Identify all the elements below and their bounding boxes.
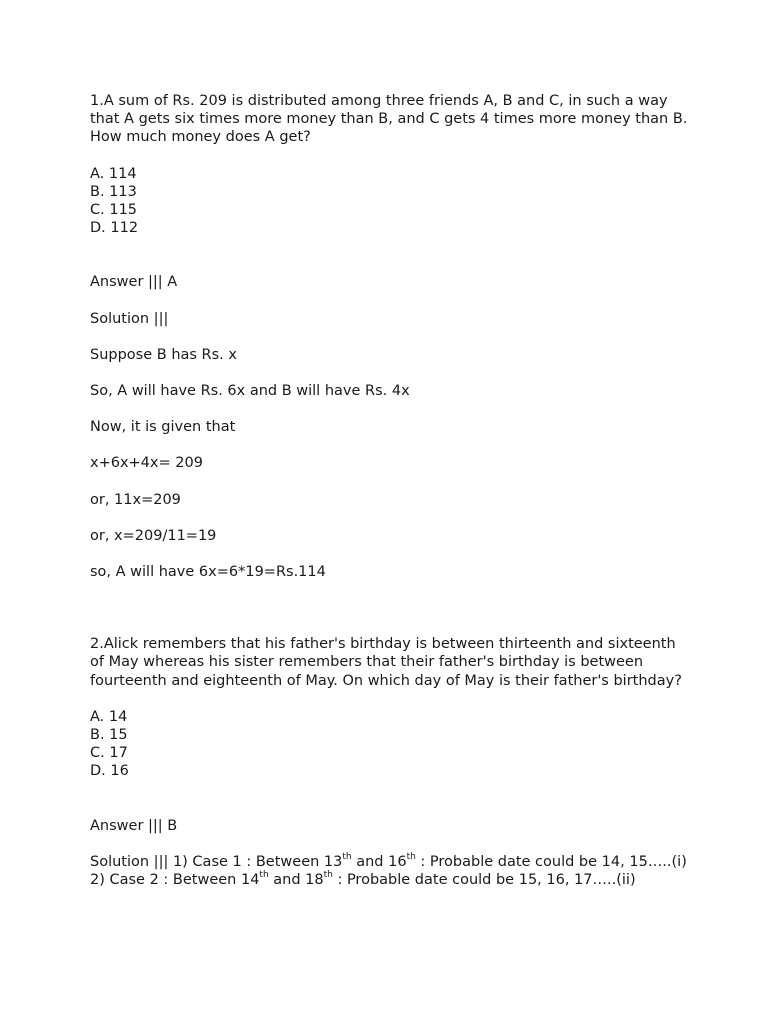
q1-step: Now, it is given that [90,419,236,436]
q2-solution-line-1 [90,853,690,871]
text-run: : Probable date could be 15, 16, 17…..(ii) [332,872,636,889]
q1-option-c: C. 115 [90,202,138,219]
superscript: th [323,870,333,881]
q1-step: x+6x+4x= 209 [90,455,203,472]
q1-step: or, x=209/11=19 [90,527,217,544]
superscript: th [406,852,416,863]
q1-answer: Answer ||| A [90,274,178,291]
superscript: th [342,852,352,863]
text-run: and 16 [351,853,407,870]
question-1-text: 1.A sum of Rs. 209 is distributed among three friends A, B and C, in such a way that A gets six times more money than B, and C gets 4 times more money than B. How much money does A get? [90,93,688,146]
question-2-options [90,708,690,781]
q2-option-c: C. 17 [90,745,128,762]
q1-option-a: A. 114 [90,165,137,182]
q1-step: So, A will have Rs. 6x and B will have Rs. 4x [90,383,410,400]
question-1-options [90,165,690,238]
question-2-text: 2.Alick remembers that his father's birthday is between thirteenth and sixteenth of May whereas his sister remembers that their father's birthday is between fourteenth and eighteenth of May. On which day of May is their father's birthday? [90,636,682,689]
text-run: Solution ||| 1) Case 1 : Between 13 [90,853,343,870]
text-run: : Probable date could be 14, 15…..(i) [415,853,687,870]
document-page [90,92,690,889]
text-run: and 18 [268,872,324,889]
q1-option-b: B. 113 [90,183,137,200]
q1-step: so, A will have 6x=6*19=Rs.114 [90,564,326,581]
q2-option-d: D. 16 [90,763,129,780]
q1-step: Suppose B has Rs. x [90,346,237,363]
q1-solution-label: Solution ||| [90,310,169,327]
q2-solution-line-2 [90,871,690,889]
q1-option-d: D. 112 [90,220,139,237]
q2-answer: Answer ||| B [90,817,178,834]
q2-option-b: B. 15 [90,727,128,744]
q1-step: or, 11x=209 [90,491,181,508]
superscript: th [259,870,269,881]
text-run: 2) Case 2 : Between 14 [90,872,260,889]
q2-option-a: A. 14 [90,708,128,725]
